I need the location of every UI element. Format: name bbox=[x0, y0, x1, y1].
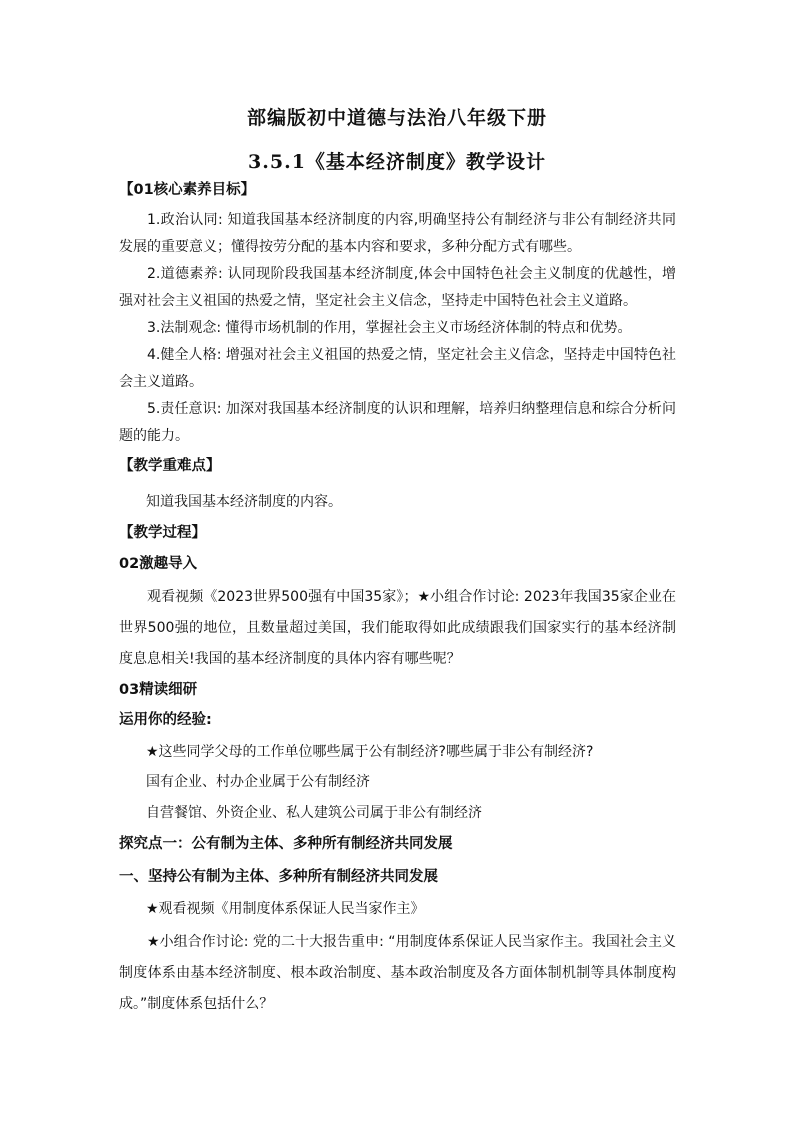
document-title: 部编版初中道德与法治八年级下册 bbox=[246, 107, 547, 129]
experience-heading: 运用你的经验: bbox=[119, 712, 212, 728]
key-point-text: 知道我国基本经济制度的内容。 bbox=[146, 494, 342, 510]
step-heading-intro: 02激趣导入 bbox=[119, 556, 198, 572]
goal-item-2: 2.道德素养: 认同现阶段我国基本经济制度,体会中国特色社会主义制度的优越性，增强对社会主义祖国的热爱之情，坚定社会主义信念，坚持走中国特色社会主义道路。 bbox=[119, 266, 676, 309]
sub-heading-1: 一、坚持公有制为主体、多种所有制经济共同发展 bbox=[119, 869, 438, 885]
experience-question: ★这些同学父母的工作单位哪些属于公有制经济?哪些属于非公有制经济? bbox=[146, 744, 594, 760]
explore-heading-1: 探究点一：公有制为主体、多种所有制经济共同发展 bbox=[119, 836, 453, 852]
section-heading-process: 【教学过程】 bbox=[119, 525, 206, 541]
goal-item-3: 3.法制观念: 懂得市场机制的作用，掌握社会主义市场经济体制的特点和优势。 bbox=[147, 320, 632, 336]
goal-item-1: 1.政治认同: 知道我国基本经济制度的内容,明确坚持公有制经济与非公有制经济共同发展的重要意义；懂得按劳分配的基本内容和要求，多种分配方式有哪些。 bbox=[119, 212, 676, 255]
goal-item-5: 5.责任意识: 加深对我国基本经济制度的认识和理解，培养归纳整理信息和综合分析问题的能力。 bbox=[119, 401, 676, 444]
step-heading-study: 03精读细研 bbox=[119, 682, 198, 698]
document-subtitle: 3.5.1《基本经济制度》教学设计 bbox=[248, 151, 546, 173]
section-heading-key-points: 【教学重难点】 bbox=[119, 458, 221, 474]
discussion-paragraph: ★小组合作讨论: 党的二十大报告重申: “用制度体系保证人民当家作主。我国社会主义制度体系由基本经济制度、根本政治制度、基本政治制度及各方面体制机制等具体制度构成。”制度体系包括什么？ bbox=[119, 934, 676, 1012]
section-heading-goals: 【01核心素养目标】 bbox=[119, 182, 256, 198]
intro-paragraph: 观看视频《2023世界500强有中国35家》；★小组合作讨论: 2023年我国35家企业在世界500强的地位，且数量超过美国，我们能取得如此成绩跟我们国家实行的基本经济制度息息相关!我国的基本经济制度的具体内容有哪些呢？ bbox=[119, 589, 676, 667]
experience-answer-2: 自营餐馆、外资企业、私人建筑公司属于非公有制经济 bbox=[146, 805, 482, 821]
experience-answer-1: 国有企业、村办企业属于公有制经济 bbox=[146, 774, 370, 790]
goal-item-4: 4.健全人格: 增强对社会主义祖国的热爱之情，坚定社会主义信念，坚持走中国特色社会主义道路。 bbox=[119, 347, 676, 390]
video-prompt: ★观看视频《用制度体系保证人民当家作主》 bbox=[146, 901, 425, 917]
